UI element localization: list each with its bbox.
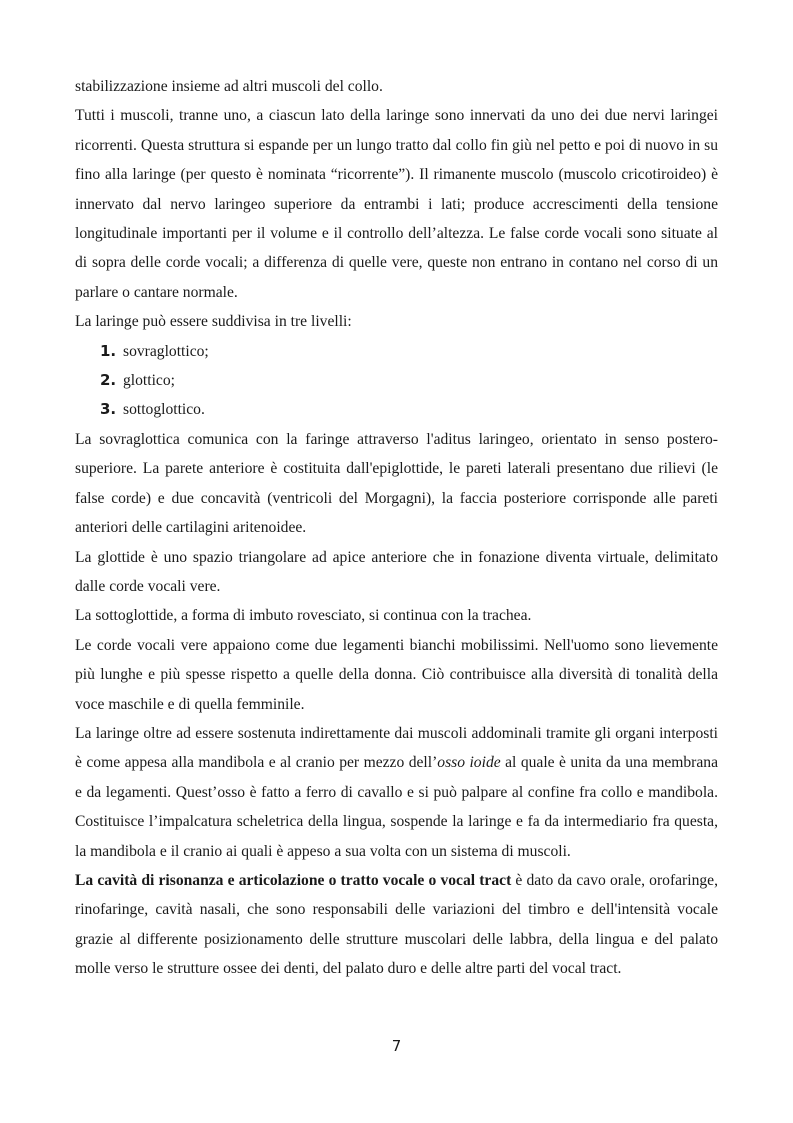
list-item-label: sovraglottico; <box>123 342 209 360</box>
paragraph-2: Tutti i muscoli, tranne uno, a ciascun lato della laringe sono innervati da uno dei due nervi laringei ricorrenti. Questa struttura si espande per un lungo tratto dal collo fin giù nel petto e poi di nuovo in su fino alla laringe (per questo è nominata “ricorrente”). Il rimanente muscolo (muscolo cricotiroideo) è innervato dal nervo laringeo superiore da entrambi i lati; produce accrescimenti della tensione longitudinale importanti per il volume e il controllo dell’altezza. Le false corde vocali sono situate al di sopra delle corde vocali; a differenza di quelle vere, queste non entrano in contano nel corso di un parlare o cantare normale. <box>75 107 718 301</box>
larynx-levels-list <box>75 337 718 425</box>
paragraph-7: Le corde vocali vere appaiono come due legamenti bianchi mobilissimi. Nell'uomo sono lievemente più lunghe e più spesse rispetto a quelle della donna. Ciò contribuisce alla diversità di tonalità della voce maschile e di quella femminile. <box>75 636 718 713</box>
list-item <box>100 395 718 424</box>
paragraph-5: La glottide è uno spazio triangolare ad apice anteriore che in fonazione diventa virtuale, delimitato dalle corde vocali vere. <box>75 548 718 595</box>
paragraph-8-text-end: al quale è unita da una membrana e da legamenti. Quest’osso è fatto a ferro di cavallo e si può palpare al confine fra collo e mandibola. Costituisce l’impalcatura scheletrica della lingua, sospende la laringe e fa da intermediario fra questa, la mandibola e il cranio ai quali è appeso a sua volta con un sistema di muscoli. <box>75 754 719 860</box>
document-body <box>75 72 718 984</box>
paragraph-8-italic-term: osso ioide <box>437 754 501 772</box>
page-number: 7 <box>391 1037 402 1055</box>
list-item <box>100 366 718 395</box>
paragraph-3: La laringe può essere suddivisa in tre livelli: <box>75 313 352 331</box>
paragraph-8-text-start: La laringe oltre ad essere sostenuta indirettamente dai muscoli addominali tramite gli organi interposti è come appesa alla mandibola e al cranio per mezzo dell’ <box>75 724 718 772</box>
paragraph-9-text: è dato da cavo orale, orofaringe, rinofaringe, cavità nasali, che sono responsabili delle variazioni del timbro e dell'intensità vocale grazie al differente posizionamento delle strutture muscolari delle labbra, della lingua e del palato molle verso le strutture ossee dei denti, del palato duro e delle altre parti del vocal tract. <box>75 871 718 978</box>
list-item-label: glottico; <box>123 372 175 390</box>
list-item-number: 1. <box>100 341 117 360</box>
paragraph-4: La sovraglottica comunica con la faringe attraverso l'aditus laringeo, orientato in senso postero-superiore. La parete anteriore è costituita dall'epiglottide, le pareti laterali presentano due rilievi (le false corde) e due concavità (ventricoli del Morgagni), la faccia posteriore corrisponde alle pareti anteriori delle cartilagini aritenoidee. <box>75 430 718 537</box>
list-item <box>100 337 718 366</box>
list-item-number: 3. <box>100 400 117 419</box>
paragraph-6: La sottoglottide, a forma di imbuto rovesciato, si continua con la trachea. <box>75 607 532 625</box>
paragraph-9-bold-heading: La cavità di risonanza e articolazione o tratto vocale o vocal tract <box>75 871 512 889</box>
list-item-label: sottoglottico. <box>123 401 205 419</box>
paragraph-9 <box>75 866 718 984</box>
paragraph-8 <box>75 719 718 866</box>
list-item-number: 2. <box>100 371 117 390</box>
paragraph-1: stabilizzazione insieme ad altri muscoli del collo. <box>75 78 383 95</box>
